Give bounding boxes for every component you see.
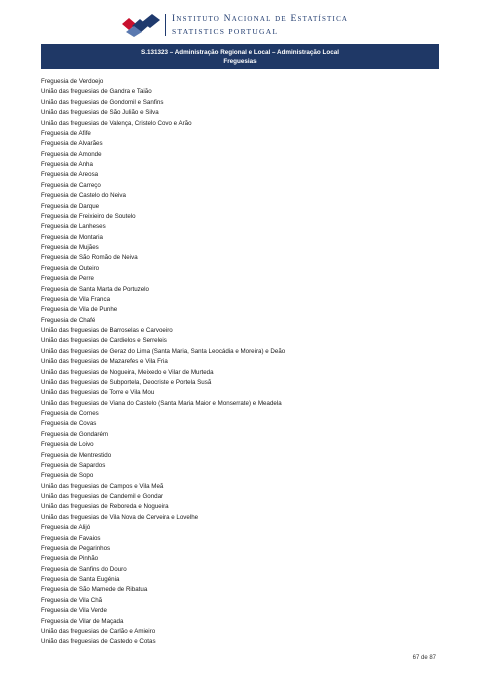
logo-divider xyxy=(165,14,166,36)
list-item: Freguesia de Sopo xyxy=(41,472,94,480)
list-item: Freguesia de São Romão de Neiva xyxy=(41,254,138,262)
list-item: Freguesia de Anha xyxy=(41,161,93,168)
ine-logo xyxy=(120,12,360,38)
list-item: União das freguesias de Vila Nova de Cerveira e Lovelhe xyxy=(41,513,199,521)
title-band xyxy=(41,44,439,69)
list-item: União das freguesias de Subportela, Deocriste e Portela Susã xyxy=(41,378,212,386)
list-item: Freguesia de Mentrestido xyxy=(41,451,112,459)
list-item: Freguesia de Verdoejo xyxy=(41,78,104,85)
section-title: S.131323 – Administração Regional e Local – Administração Local xyxy=(141,48,339,56)
list-item: União das freguesias de Geraz do Lima (Santa Maria, Santa Leocádia e Moreira) e Deão xyxy=(41,347,286,355)
list-item: Freguesia de Vila Verde xyxy=(41,607,107,615)
list-item: Freguesia de Gondarém xyxy=(41,430,109,438)
list-item: União das freguesias de Reboreda e Nogueira xyxy=(41,503,169,511)
list-item: Freguesia de Areosa xyxy=(41,171,99,179)
list-item: Freguesia de Alijó xyxy=(41,524,91,532)
list-item: Freguesia de Vila de Punhe xyxy=(41,306,118,314)
list-item: Freguesia de Outeiro xyxy=(41,264,100,272)
list-item: Freguesia de Loivo xyxy=(41,441,94,449)
list-item: Freguesia de Cornes xyxy=(41,410,99,417)
list-item: União das freguesias de Cardielos e Serreleis xyxy=(41,337,167,345)
list-item: União das freguesias de Campos e Vila Meã xyxy=(41,482,164,490)
list-item: União das freguesias de São Julião e Silva xyxy=(41,109,159,117)
list-item: União das freguesias de Nogueira, Meixedo e Vilar de Murteda xyxy=(41,368,214,376)
list-item: União das freguesias de Viana do Castelo (Santa Maria Maior e Monserrate) e Meadela xyxy=(41,399,282,407)
list-item: Freguesia de Montaria xyxy=(41,233,103,241)
list-item: União das freguesias de Carlão e Amieiro xyxy=(41,627,156,635)
list-item: Freguesia de São Mamede de Ribatua xyxy=(41,586,148,594)
list-item: Freguesia de Mujães xyxy=(41,244,99,251)
list-item: Freguesia de Amonde xyxy=(41,150,102,158)
list-item: Freguesia de Santa Eugénia xyxy=(41,576,120,583)
list-item: União das freguesias de Barroselas e Carvoeiro xyxy=(41,327,173,334)
list-item: Freguesia de Lanheses xyxy=(41,223,106,231)
list-item: Freguesia de Pegarinhos xyxy=(41,544,111,552)
list-item: Freguesia de Carreço xyxy=(41,181,101,189)
list-item: Freguesia de Chafé xyxy=(41,316,96,324)
list-item: Freguesia de Santa Marta de Portuzelo xyxy=(41,285,150,293)
list-item: União das freguesias de Torre e Vila Mou xyxy=(41,389,155,397)
list-item: Freguesia de Favaios xyxy=(41,534,101,542)
list-item: Freguesia de Sanfins do Douro xyxy=(41,565,127,573)
list-item: Freguesia de Pinhão xyxy=(41,555,99,563)
logo-title: Instituto Nacional de Estatística xyxy=(172,14,349,24)
list-item: Freguesia de Darque xyxy=(41,202,100,210)
list-item: Freguesia de Vila Chã xyxy=(41,596,103,604)
list-item: União das freguesias de Gandra e Taião xyxy=(41,88,152,96)
list-item: Freguesia de Afife xyxy=(41,129,91,137)
freguesias-list xyxy=(41,77,285,648)
list-item: Freguesia de Vila Franca xyxy=(41,295,111,303)
logo-subtitle: STATISTICS PORTUGAL xyxy=(172,26,279,36)
list-item: Freguesia de Alvarães xyxy=(41,140,103,148)
list-item: União das freguesias de Candemil e Gondar xyxy=(41,493,164,500)
section-subtitle: Freguesias xyxy=(223,57,257,65)
list-item: União das freguesias de Mazarefes e Vila Fria xyxy=(41,358,168,366)
list-item: Freguesia de Vilar de Maçada xyxy=(41,617,124,625)
list-item: Freguesia de Castelo do Neiva xyxy=(41,192,126,200)
list-item: Freguesia de Covas xyxy=(41,420,97,428)
list-item: União das freguesias de Gondomil e Sanfins xyxy=(41,98,164,106)
list-item: União das freguesias de Valença, Cristelo Covo e Arão xyxy=(41,119,192,127)
list-item: União das freguesias de Castedo e Cotas xyxy=(41,638,156,646)
list-item: Freguesia de Sapardos xyxy=(41,461,106,469)
page-number: 67 de 87 xyxy=(412,655,436,661)
ine-logo-icon xyxy=(120,12,162,38)
list-item: Freguesia de Perre xyxy=(41,275,94,283)
list-item: Freguesia de Freixieiro de Soutelo xyxy=(41,212,136,220)
